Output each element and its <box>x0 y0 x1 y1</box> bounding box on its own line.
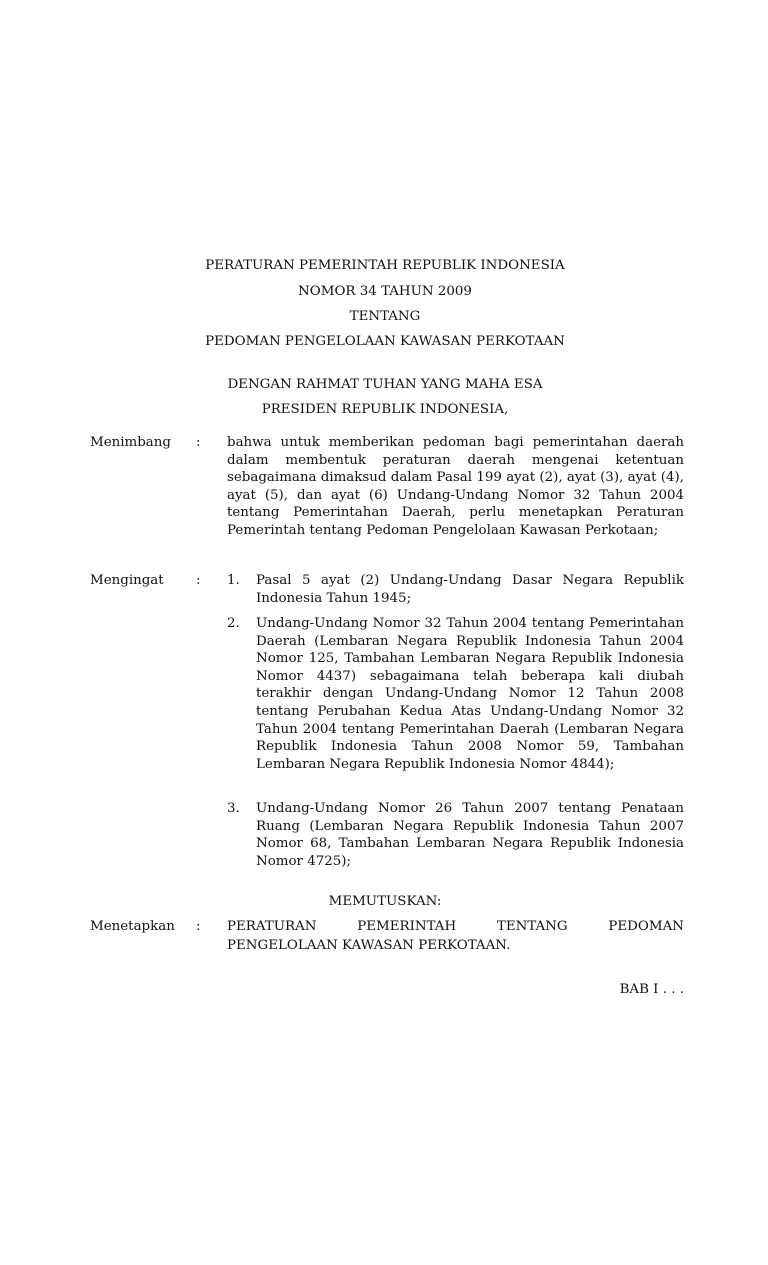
mengingat-item-number: 3. <box>227 801 240 816</box>
mengingat-item-text: Pasal 5 ayat (2) Undang-Undang Dasar Negara Republik Indonesia Tahun 1945; <box>256 573 684 606</box>
mengingat-item-text: Undang-Undang Nomor 26 Tahun 2007 tentang Penataan Ruang (Lembaran Negara Republik Indonesia Tahun 2007 Nomor 68, Tambahan Lembaran Negara Republik Indonesia Nomor 4725); <box>256 801 684 869</box>
mengingat-item-text: Undang-Undang Nomor 32 Tahun 2004 tentang Pemerintahan Daerah (Lembaran Negara Republik Indonesia Tahun 2004 Nomor 125, Tambahan Lembaran Negara Republik Indonesia Nomor 4437) sebagaimana telah beberapa kali diubah terakhir dengan Undang-Undang Nomor 12 Tahun 2008 tentang Perubahan Kedua Atas Undang-Undang Nomor 32 Tahun 2004 tentang Pemerintahan Daerah (Lembaran Negara Republik Indonesia Tahun 2008 Nomor 59, Tambahan Lembaran Negara Republik Indonesia Nomor 4844); <box>256 616 684 772</box>
decision-word: PEDOMAN <box>608 919 684 934</box>
document-tentang: TENTANG <box>349 309 421 324</box>
mengingat-colon: : <box>196 573 201 588</box>
menetapkan-label: Menetapkan <box>90 919 175 934</box>
decision-first-line <box>227 918 684 936</box>
mengingat-item-number: 2. <box>227 616 240 631</box>
document-subject: PEDOMAN PENGELOLAAN KAWASAN PERKOTAAN <box>205 334 565 349</box>
document-number: NOMOR 34 TAHUN 2009 <box>298 284 472 299</box>
document-title: PERATURAN PEMERINTAH REPUBLIK INDONESIA <box>205 258 565 273</box>
menimbang-label: Menimbang <box>90 435 171 450</box>
decision-word: PERATURAN <box>227 919 317 934</box>
decision-word: TENTANG <box>496 919 568 934</box>
preamble-line-god: DENGAN RAHMAT TUHAN YANG MAHA ESA <box>227 377 543 392</box>
page-continuation: BAB I . . . <box>619 982 684 997</box>
menetapkan-colon: : <box>196 919 201 934</box>
menimbang-text: bahwa untuk memberikan pedoman bagi pemerintahan daerah dalam membentuk peraturan daerah mengenai ketentuan sebagaimana dimaksud dalam Pasal 199 ayat (2), ayat (3), ayat (4), ayat (5), dan ayat (6) Undang-Undang Nomor 32 Tahun 2004 tentang Pemerintahan Daerah, perlu menetapkan Peraturan Pemerintah tentang Pedoman Pengelolaan Kawasan Perkotaan; <box>227 435 684 538</box>
preamble-line-president: PRESIDEN REPUBLIK INDONESIA, <box>261 402 509 417</box>
menimbang-colon: : <box>196 435 201 450</box>
mengingat-label: Mengingat <box>90 573 164 588</box>
decision-heading: MEMUTUSKAN: <box>328 894 442 909</box>
decision-word: PEMERINTAH <box>357 919 457 934</box>
decision-second-line: PENGELOLAAN KAWASAN PERKOTAAN. <box>227 938 511 953</box>
mengingat-item-number: 1. <box>227 573 240 588</box>
